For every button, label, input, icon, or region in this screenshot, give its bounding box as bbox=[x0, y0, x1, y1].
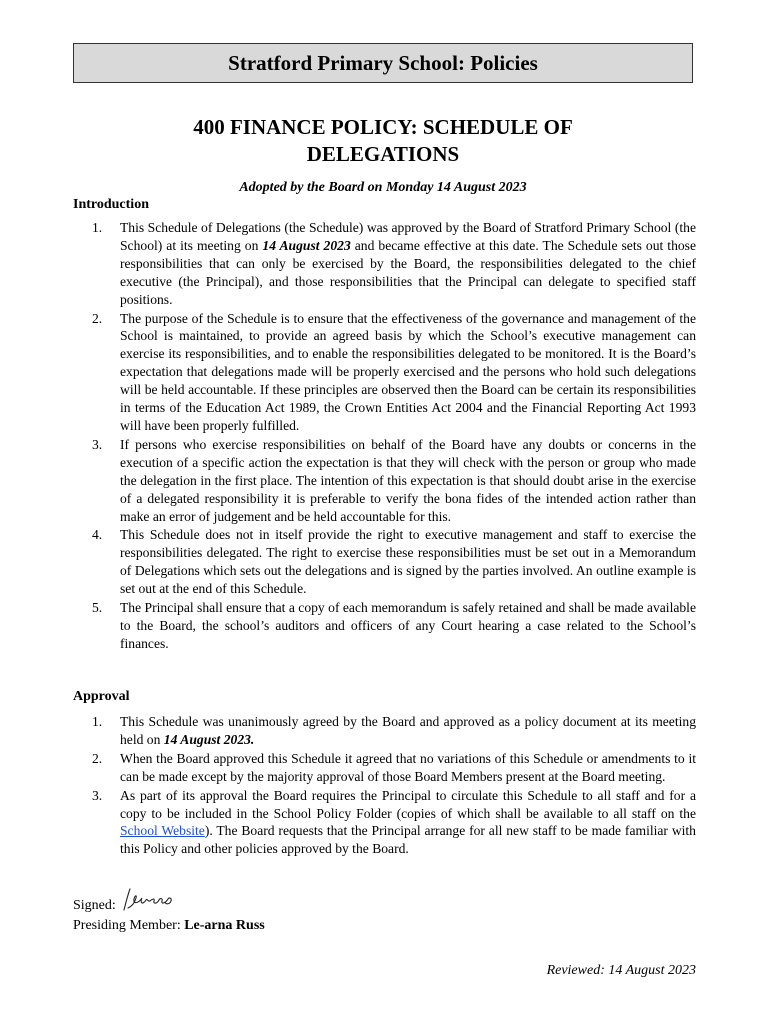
list-text: The Principal shall ensure that a copy of each memorandum is safely retained and shall be made available to the Board, the school’s auditors and officers of any Court hearing a case related to the School’s finances. bbox=[120, 600, 696, 651]
introduction-list bbox=[73, 219, 696, 654]
meeting-date: 14 August 2023. bbox=[163, 731, 255, 747]
list-item bbox=[73, 750, 696, 786]
list-text: When the Board approved this Schedule it agreed that no variations of this Schedule or amendments to it can be made except by the majority approval of those Board Members present at the Board meeting. bbox=[120, 750, 696, 784]
meeting-date: 14 August 2023 bbox=[262, 237, 351, 253]
list-number: 1. bbox=[92, 220, 103, 235]
list-text: and became effective at this date. The Schedule sets out those responsibilities that can only be exercised by the Board, the responsibilities delegated to the chief executive (the Principal), and those responsibilities that the Principal can delegate to specified staff positions. bbox=[120, 237, 696, 307]
signed-label: Signed: bbox=[73, 898, 116, 913]
list-number: 1. bbox=[92, 714, 103, 729]
signed-line bbox=[73, 886, 176, 914]
list-item bbox=[73, 310, 696, 435]
signature-image bbox=[120, 886, 176, 914]
list-item bbox=[73, 436, 696, 526]
adopted-statement: Adopted by the Board on Monday 14 August 2023 bbox=[239, 180, 527, 195]
list-number: 2. bbox=[92, 310, 103, 326]
document-title-line2: DELEGATIONS bbox=[306, 142, 460, 166]
list-number: 3. bbox=[92, 436, 103, 452]
list-item bbox=[73, 526, 696, 598]
list-number: 3. bbox=[92, 787, 103, 803]
list-item bbox=[73, 713, 696, 749]
header-title: Stratford Primary School: Policies bbox=[228, 50, 538, 75]
approval-heading: Approval bbox=[73, 689, 130, 704]
list-text: ). The Board requests that the Principal arrange for all new staff to be made familiar with this Policy and other policies approved by the Board. bbox=[120, 823, 696, 857]
approval-list bbox=[73, 713, 696, 859]
list-number: 2. bbox=[92, 750, 103, 766]
list-text: This Schedule was unanimously agreed by the Board and approved as a policy document at its meeting held on bbox=[120, 714, 696, 747]
list-text: This Schedule does not in itself provide the right to executive management and staff to exercise the responsibilities delegated. The right to exercise these responsibilities must be set out in a Memorandum of Delegations which sets out the delegations and is signed by the parties involved. An outline example is set out at the end of this Schedule. bbox=[120, 527, 696, 597]
presiding-name: Le-arna Russ bbox=[184, 918, 265, 933]
list-text: As part of its approval the Board requires the Principal to circulate this Schedule to all staff and for a copy to be included in the School Policy Folder (copies of which shall be available to all staff on the bbox=[120, 787, 696, 821]
list-item bbox=[73, 787, 696, 859]
school-website-link[interactable]: School Website bbox=[120, 823, 205, 839]
list-text: This Schedule of Delegations (the Schedule) was approved by the Board of Stratford Primary School (the School) at its meeting on bbox=[120, 220, 696, 253]
list-text: The purpose of the Schedule is to ensure that the effectiveness of the governance and management of the School is maintained, to provide an agreed basis by which the School’s executive management can exercise its responsibilities, and to enable the responsibilities delegated to be monitored. It is the Board’s expectation that delegations made will be properly exercised and the persons who hold such delegations will be held accountable. If these principles are observed then the Board can be certain its responsibilities in terms of the Education Act 1989, the Crown Entities Act 2004 and the Financial Reporting Act 1993 will have been properly fulfilled. bbox=[120, 310, 696, 433]
presiding-member bbox=[73, 918, 265, 934]
list-text: If persons who exercise responsibilities on behalf of the Board have any doubts or concerns in the execution of a specific action the expectation is that they will check with the person or group who made the delegation in the first place. The intention of this expectation is that should doubt arise in the exercise of a delegated responsibility it is preferable to verify the bona fides of the intended action rather than make an error of judgement and be held accountable for this. bbox=[120, 436, 696, 524]
list-number: 4. bbox=[92, 527, 103, 543]
presiding-label: Presiding Member: bbox=[73, 918, 181, 933]
document-title-line1: 400 FINANCE POLICY: SCHEDULE OF bbox=[193, 115, 573, 139]
reviewed-date: Reviewed: 14 August 2023 bbox=[546, 963, 696, 978]
list-item bbox=[73, 219, 696, 309]
page-header bbox=[73, 43, 693, 83]
list-item bbox=[73, 599, 696, 653]
document-title bbox=[100, 114, 666, 168]
list-number: 5. bbox=[92, 600, 103, 616]
introduction-heading: Introduction bbox=[73, 197, 149, 212]
